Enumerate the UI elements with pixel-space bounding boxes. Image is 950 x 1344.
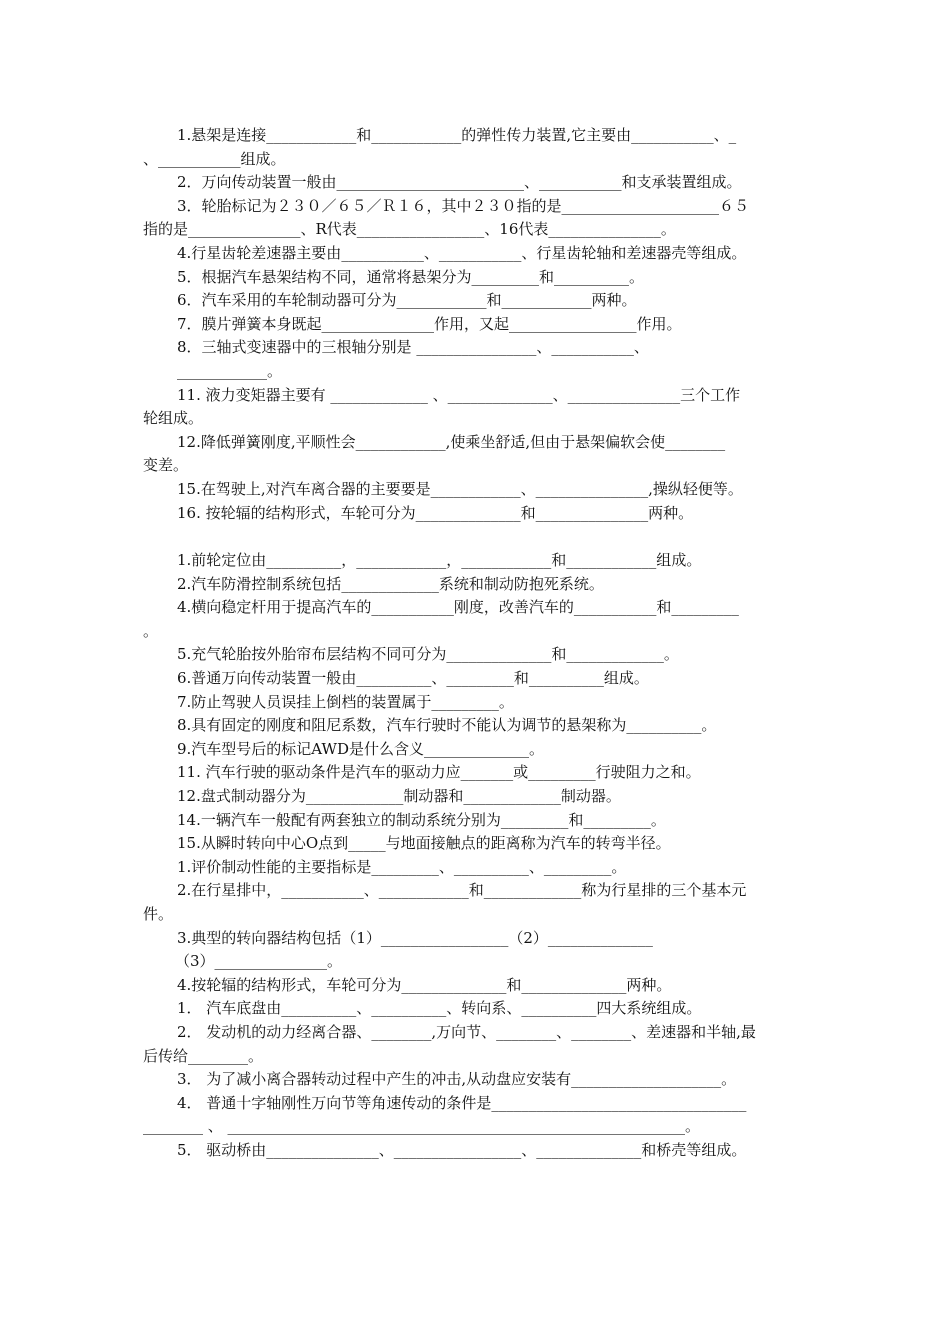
question-line: 1.悬架是连接____________和____________的弹性传力装置,它主要由___________、_: [177, 126, 737, 144]
question-line: ____________。: [177, 361, 283, 380]
question-line: 8.具有固定的刚度和阻尼系数，汽车行驶时不能认为调节的悬架称为__________。: [177, 716, 717, 735]
question-section-1: [143, 124, 807, 525]
question-line: 1． 汽车底盘由__________、__________、转向系、__________四大系统组成。: [177, 999, 702, 1018]
question-section-2: [143, 549, 807, 1162]
question-line: 16. 按轮辐的结构形式，车轮可分为______________和_______________两种。: [177, 503, 694, 522]
question-line: 7.防止驾驶人员误挂上倒档的装置属于_________。: [177, 692, 514, 711]
question-line: 4.行星齿轮差速器主要由___________、___________、行星齿轮轴和差速器壳等组成。: [177, 243, 747, 262]
question-line: 1.评价制动性能的主要指标是_________、__________、_________。: [177, 857, 627, 876]
question-line: 6.普通万向传动装置一般由__________、_________和__________组成。: [177, 669, 649, 688]
question-line: 15.从瞬时转向中心O点到_____与地面接触点的距离称为汽车的转弯半径。: [177, 834, 671, 853]
question-line: 14.一辆汽车一般配有两套独立的制动系统分别为_________和_________。: [177, 810, 666, 829]
question-line: 。: [143, 621, 159, 640]
question-line: 2．万向传动装置一般由_________________________、___________和支承装置组成。: [177, 173, 742, 192]
question-line: ________ 、 _____________________________________________________________。: [143, 1117, 701, 1136]
question-line: 11. 液力变矩器主要有 _____________ 、______________、_______________三个工作: [177, 385, 741, 404]
question-line: 15.在驾驶上,对汽车离合器的主要要是____________、_______________,操纵轻便等。: [177, 479, 743, 498]
question-line: 3.典型的转向器结构包括（1）_________________（2）______________: [177, 928, 653, 947]
question-line: 4． 普通十字轴刚性万向节等角速传动的条件是__________________________________: [177, 1093, 747, 1112]
question-line: 变差。: [143, 456, 189, 475]
question-line: 6．汽车采用的车轮制动器可分为____________和____________两种。: [177, 291, 637, 310]
question-line: 9.汽车型号后的标记AWD是什么含义______________。: [177, 739, 544, 758]
question-line: 2.汽车防滑控制系统包括_____________系统和制动防抱死系统。: [177, 574, 604, 593]
question-line: 5.充气轮胎按外胎帘布层结构不同可分为______________和_____________。: [177, 645, 679, 664]
question-line: 2． 发动机的动力经离合器、________,万向节、________、________、差速器和半轴,最: [177, 1022, 756, 1041]
question-line: 2.在行星排中，___________、____________和_____________称为行星排的三个基本元: [177, 881, 747, 900]
question-line: 7．膜片弹簧本身既起_______________作用，又起_________________作用。: [177, 314, 682, 333]
question-line: 11. 汽车行驶的驱动条件是汽车的驱动力应_______或_________行驶阻力之和。: [177, 763, 701, 782]
question-line: 后传给________。: [143, 1046, 264, 1065]
question-line: 4.按轮辐的结构形式，车轮可分为______________和______________两种。: [177, 975, 672, 994]
question-line: 3． 为了减小离合器转动过程中产生的冲击,从动盘应安装有____________________。: [177, 1070, 737, 1089]
question-line: 4.横向稳定杆用于提高汽车的___________刚度，改善汽车的___________和_________: [177, 598, 739, 617]
question-line: 、___________组成。: [143, 149, 286, 168]
question-line: 12.降低弹簧刚度,平顺性会____________,使乘坐舒适,但由于悬架偏软会使________: [177, 432, 726, 451]
question-line: 5．根据汽车悬架结构不同，通常将悬架分为_________和__________。: [177, 267, 645, 286]
question-line: 指的是_______________、R代表_________________、16代表_______________。: [143, 220, 676, 239]
question-line: （3）_______________。: [175, 952, 343, 971]
question-line: 1.前轮定位由__________，____________，____________和____________组成。: [177, 551, 702, 570]
document-page: [143, 124, 807, 1163]
question-line: 12.盘式制动器分为_____________制动器和_____________制动器。: [177, 787, 621, 806]
question-line: 轮组成。: [143, 409, 204, 428]
question-line: 3．轮胎标记为２３０／６５／Ｒ１６，其中２３０指的是_____________________６５: [177, 196, 750, 215]
section-spacer: [143, 525, 807, 549]
question-line: 5． 驱动桥由_______________、_________________、______________和桥壳等组成。: [177, 1140, 747, 1159]
question-line: 件。: [143, 905, 174, 923]
question-line: 8．三轴式变速器中的三根轴分别是 ________________、___________、: [177, 338, 649, 357]
